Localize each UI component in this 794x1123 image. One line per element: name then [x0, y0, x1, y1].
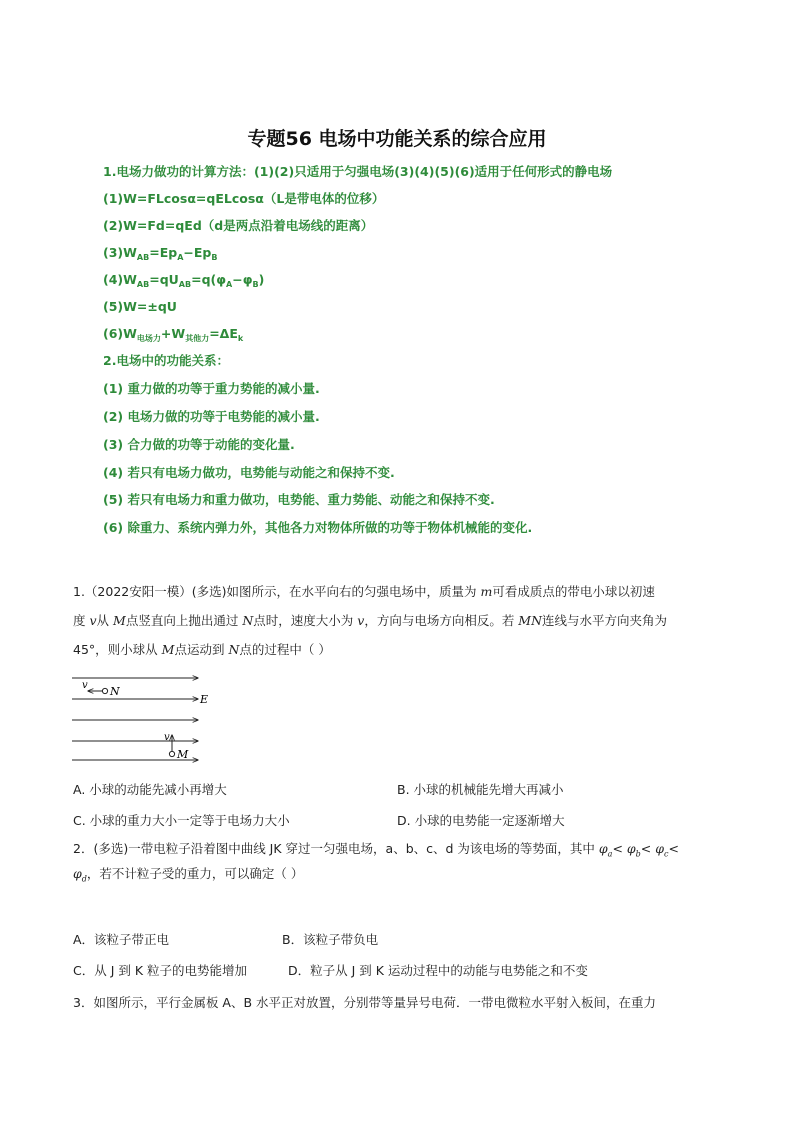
- q2-line-2: $\varphi_d$，若不计粒子受的重力，可以确定（ ）: [73, 866, 304, 884]
- summary-heading-1: 1.电场力做功的计算方法：(1)(2)只适用于匀强电场(3)(4)(5)(6)适用于任何形式的静电场: [103, 164, 613, 179]
- q1-option-b[interactable]: B. 小球的机械能先增大再减小: [397, 782, 564, 797]
- formula-3: $(3)W_{AB}=Ep_A-Ep_B$: [103, 245, 218, 262]
- q1-option-d[interactable]: D. 小球的电势能一定逐渐增大: [397, 813, 565, 828]
- formula-5: (5)W=±qU: [103, 299, 177, 314]
- q1-line-1: 1.（2022安阳一模）(多选)如图所示，在水平向右的匀强电场中，质量为 m可看成质点的带电小球以初速: [73, 584, 655, 599]
- q2-option-d[interactable]: D．粒子从 J 到 K 运动过程中的动能与电势能之和不变: [288, 963, 588, 978]
- formula-1: (1)W=FLcosα=qELcosα（L是带电体的位移）: [103, 191, 385, 206]
- point-m: [169, 751, 174, 756]
- label-v-bottom: v: [164, 732, 170, 743]
- q1-line-2: 度 v从 M点竖直向上抛出通过 N点时，速度大小为 v，方向与电场方向相反。若 MN连线与水平方向夹角为: [73, 613, 668, 628]
- page-title: 专题56 电场中功能关系的综合应用: [247, 128, 547, 150]
- relation-1: (1) 重力做的功等于重力势能的减小量.: [103, 381, 320, 396]
- q1-option-c[interactable]: C. 小球的重力大小一定等于电场力大小: [73, 813, 290, 828]
- relation-4: (4) 若只有电场力做功，电势能与动能之和保持不变.: [103, 465, 395, 480]
- q1-line-3: 45°，则小球从 M点运动到 N点的过程中（ ）: [73, 642, 331, 657]
- point-n: [102, 688, 107, 693]
- label-m: M: [177, 748, 189, 761]
- relation-5: (5) 若只有电场力和重力做功，电势能、重力势能、动能之和保持不变.: [103, 492, 495, 507]
- formula-6: $(6)W_{电场力}+W_{其他力}=\Delta E_k$: [103, 326, 244, 343]
- q2-option-b[interactable]: B．该粒子带负电: [282, 932, 379, 947]
- relation-6: (6) 除重力、系统内弹力外，其他各力对物体所做的功等于物体机械能的变化.: [103, 520, 533, 535]
- q2-option-c[interactable]: C．从 J 到 K 粒子的电势能增加: [73, 963, 248, 978]
- electric-field-figure: [70, 672, 220, 764]
- formula-4: $(4)W_{AB}=qU_{AB}=q(\varphi_A-\varphi_B)$: [103, 272, 265, 289]
- q3-line-1: 3．如图所示，平行金属板 A、B 水平正对放置，分别带等量异号电荷．一带电微粒水平射入板间，在重力: [73, 995, 657, 1010]
- relation-2: (2) 电场力做的功等于电势能的减小量.: [103, 409, 320, 424]
- label-v-top: v: [82, 680, 88, 691]
- formula-2: (2)W=Fd=qEd（d是两点沿着电场线的距离）: [103, 218, 374, 233]
- relation-3: (3) 合力做的功等于动能的变化量.: [103, 437, 295, 452]
- summary-heading-2: 2.电场中的功能关系：: [103, 353, 229, 368]
- q2-line-1: 2．(多选)一带电粒子沿着图中曲线 JK 穿过一匀强电场，a、b、c、d 为该电场的等势面，其中 $\varphi_a< \varphi_b< \varphi_c<$: [73, 841, 679, 859]
- q1-option-a[interactable]: A. 小球的动能先减小再增大: [73, 782, 227, 797]
- q2-option-a[interactable]: A．该粒子带正电: [73, 932, 170, 947]
- label-e: E: [200, 693, 209, 706]
- label-n: N: [110, 685, 120, 698]
